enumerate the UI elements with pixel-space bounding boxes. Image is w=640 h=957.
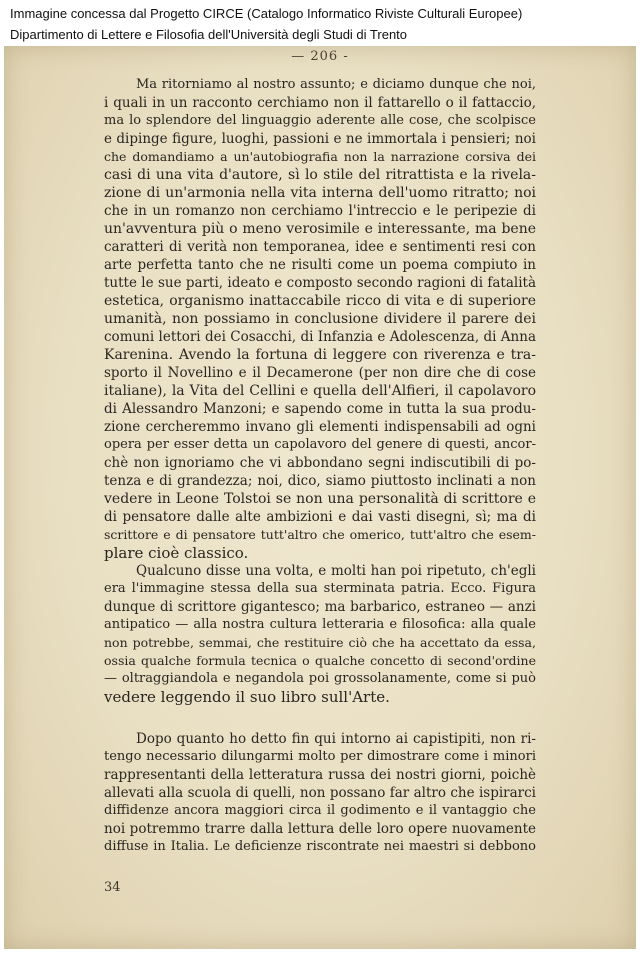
- text-line: Ma ritorniamo al nostro assunto; e diciamo dunque che noi,: [136, 77, 536, 92]
- source-credit-header: [0, 0, 640, 46]
- text-line: tengo necessario dilungarmi molto per dimostrare come i minori: [104, 749, 536, 764]
- text-line: ossia qualche formula tecnica o qualche concetto di second'ordine: [104, 653, 536, 668]
- text-line: zione di un'armonia nella vita interna dell'uomo ritratto; noi: [104, 185, 536, 201]
- text-line: allevati alla scuola di quelli, non possano far altro che ispirarci: [104, 785, 536, 801]
- text-line: vedere leggendo il suo libro sull'Arte.: [104, 688, 390, 706]
- text-line: che in un romanzo non cerchiamo l'intreccio e le peripezie di: [104, 203, 536, 219]
- text-line: che domandiamo a un'autobiografia non la narrazione corsiva dei: [104, 149, 536, 164]
- text-line: umanità, non possiamo in conclusione dividere il parere dei: [104, 311, 536, 327]
- text-line: diffidenze ancora maggiori circa il godimento e il vantaggio che: [104, 803, 536, 818]
- text-line: Karenina. Avendo la fortuna di leggere con riverenza e tra-: [104, 347, 536, 363]
- text-line: i quali in un racconto cerchiamo non il fattarello o il fattaccio,: [104, 95, 536, 111]
- text-line: era l'immagine stessa della sua sterminata patria. Ecco. Figura: [104, 581, 536, 596]
- text-line: vedere in Leone Tolstoi se non una personalità di scrittore e: [104, 491, 536, 507]
- text-line: ma lo splendore del linguaggio aderente alle cose, che scolpisce: [104, 113, 536, 128]
- text-line: dunque di scrittore gigantesco; ma barbarico, estraneo — anzi: [104, 599, 536, 615]
- text-line: chè non ignoriamo che vi abbondano segni indiscutibili di po-: [104, 455, 536, 471]
- text-line: plare cioè classico.: [104, 544, 249, 562]
- text-line: noi potremmo trarre dalla lettura delle loro opere nuovamente: [104, 821, 536, 837]
- text-line: di pensatore dalle alte ambizioni e dai vasti disegni, sì; ma di: [104, 509, 536, 525]
- text-line: un'avventura più o meno verosimile e interessante, ma bene: [104, 221, 536, 237]
- text-line: Dopo quanto ho detto fin qui intorno ai capistipiti, non ri-: [136, 731, 536, 747]
- text-line: scrittore e di pensatore tutt'altro che omerico, tutt'altro che esem-: [104, 527, 536, 542]
- text-line: diffuse in Italia. Le deficienze riscontrate nei maestri si debbono: [104, 839, 536, 854]
- text-line: arte perfetta tanto che ne risulti come un poema compiuto in: [104, 257, 536, 273]
- scanned-page: [4, 46, 636, 949]
- text-line: zione cercheremmo invano gli elementi indispensabili ad ogni: [104, 419, 536, 435]
- text-line: opera per esser detta un capolavoro del genere di questi, ancor-: [104, 437, 536, 452]
- text-line: casi di una vita d'autore, sì lo stile del ritrattista e la rivela-: [104, 167, 536, 183]
- text-line: di Alessandro Manzoni; e sapendo come in tutta la sua produ-: [104, 401, 536, 417]
- text-line: comuni lettori dei Cosacchi, di Infanzia e Adolescenza, di Anna: [104, 329, 536, 345]
- text-line: tenza e di grandezza; noi, dico, siamo piuttosto inclinati a non: [104, 473, 536, 489]
- text-line: tutte le sue parti, ideato e composto secondo ragioni di fatalità: [104, 275, 536, 291]
- text-line: antipatico — alla nostra cultura letteraria e filosofica: alla quale: [104, 617, 536, 632]
- text-line: caratteri di verità non temporanea, idee e sentimenti resi con: [104, 239, 536, 255]
- page-number-top: — 206 -: [291, 49, 349, 64]
- credit-line-1: Immagine concessa dal Progetto CIRCE (Catalogo Informatico Riviste Culturali Europee): [10, 6, 523, 21]
- text-line: sporto il Novellino e il Decamerone (per non dire che di cose: [104, 365, 536, 381]
- text-line: — oltraggiandola e negandola poi grossolanamente, come si può: [104, 671, 536, 686]
- text-line: Qualcuno disse una volta, e molti han poi ripetuto, ch'egli: [136, 563, 536, 579]
- text-line: italiane), la Vita del Cellini e quella dell'Alfieri, il capolavoro: [104, 383, 536, 399]
- text-line: estetica, organismo inattaccabile ricco di vita e di superiore: [104, 293, 536, 309]
- text-line: rappresentanti della letteratura russa dei nostri giorni, poichè: [104, 767, 536, 783]
- page-number-bottom: 34: [104, 880, 121, 895]
- text-line: e dipinge figure, luoghi, passioni e ne immortala i pensieri; noi: [104, 131, 536, 147]
- text-line: non potrebbe, semmai, che restituire ciò che ha accettato da essa,: [104, 635, 536, 650]
- credit-line-2: Dipartimento di Lettere e Filosofia dell'Università degli Studi di Trento: [10, 27, 408, 42]
